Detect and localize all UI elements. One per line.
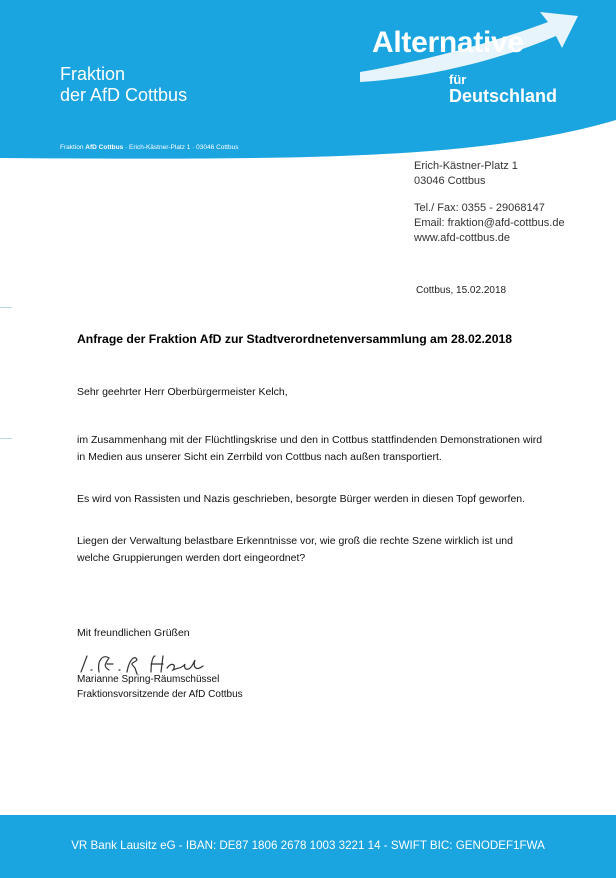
address-email[interactable]: Email: fraktion@afd-cottbus.de (414, 217, 565, 229)
signer-name: Marianne Spring-Räumschüssel (77, 674, 220, 685)
bank-details: VR Bank Lausitz eG - IBAN: DE87 1806 2678 1003 3221 14 - SWIFT BIC: GENODEF1FWA (71, 839, 545, 852)
sender-line (60, 144, 238, 151)
paragraph-2: Es wird von Rassisten und Nazis geschrieben, besorgte Bürger werden in diesen Topf geworfen. (77, 493, 526, 505)
address-web[interactable]: www.afd-cottbus.de (414, 232, 510, 244)
letter-subject: Anfrage der Fraktion AfD zur Stadtverordnetenversammlung am 28.02.2018 (77, 332, 513, 346)
logo-fuer: für (449, 72, 467, 87)
sender-prefix: Fraktion (60, 144, 86, 151)
punch-mark (0, 438, 12, 439)
paragraph-1: im Zusammenhang mit der Flüchtlingskrise und den in Cottbus stattfindenden Demonstrationen wird in Medien aus unserer Sicht ein Zerrbild von Cottbus nach außen transportiert. (77, 434, 543, 463)
signer-title: Fraktionsvorsitzende der AfD Cottbus (77, 689, 243, 700)
address-street: Erich-Kästner-Platz 1 (414, 160, 518, 172)
fraktion-line-1: Fraktion (60, 64, 126, 84)
sender-bold: AfD Cottbus (85, 144, 124, 151)
address-phone: Tel./ Fax: 0355 - 29068147 (414, 202, 545, 214)
letterhead (0, 0, 616, 160)
fraktion-title (60, 64, 187, 106)
fraktion-line-2: der AfD Cottbus (60, 85, 188, 105)
salutation: Sehr geehrter Herr Oberbürgermeister Kelch, (77, 386, 288, 398)
closing: Mit freundlichen Grüßen (77, 627, 190, 639)
address-city: 03046 Cottbus (414, 175, 486, 187)
fold-mark (0, 307, 12, 308)
logo-alternative: Alternative (372, 26, 524, 59)
logo-deutschland: Deutschland (449, 86, 558, 106)
paragraph-3: Liegen der Verwaltung belastbare Erkenntnisse vor, wie groß die rechte Szene wirklich ist und welche Gruppierungen werden dort eingeordnet? (77, 535, 513, 564)
letter-date: Cottbus, 15.02.2018 (416, 285, 507, 296)
footer-bar (0, 815, 616, 878)
sender-rest: · Erich-Kästner-Platz 1 · 03046 Cottbus (123, 144, 239, 151)
